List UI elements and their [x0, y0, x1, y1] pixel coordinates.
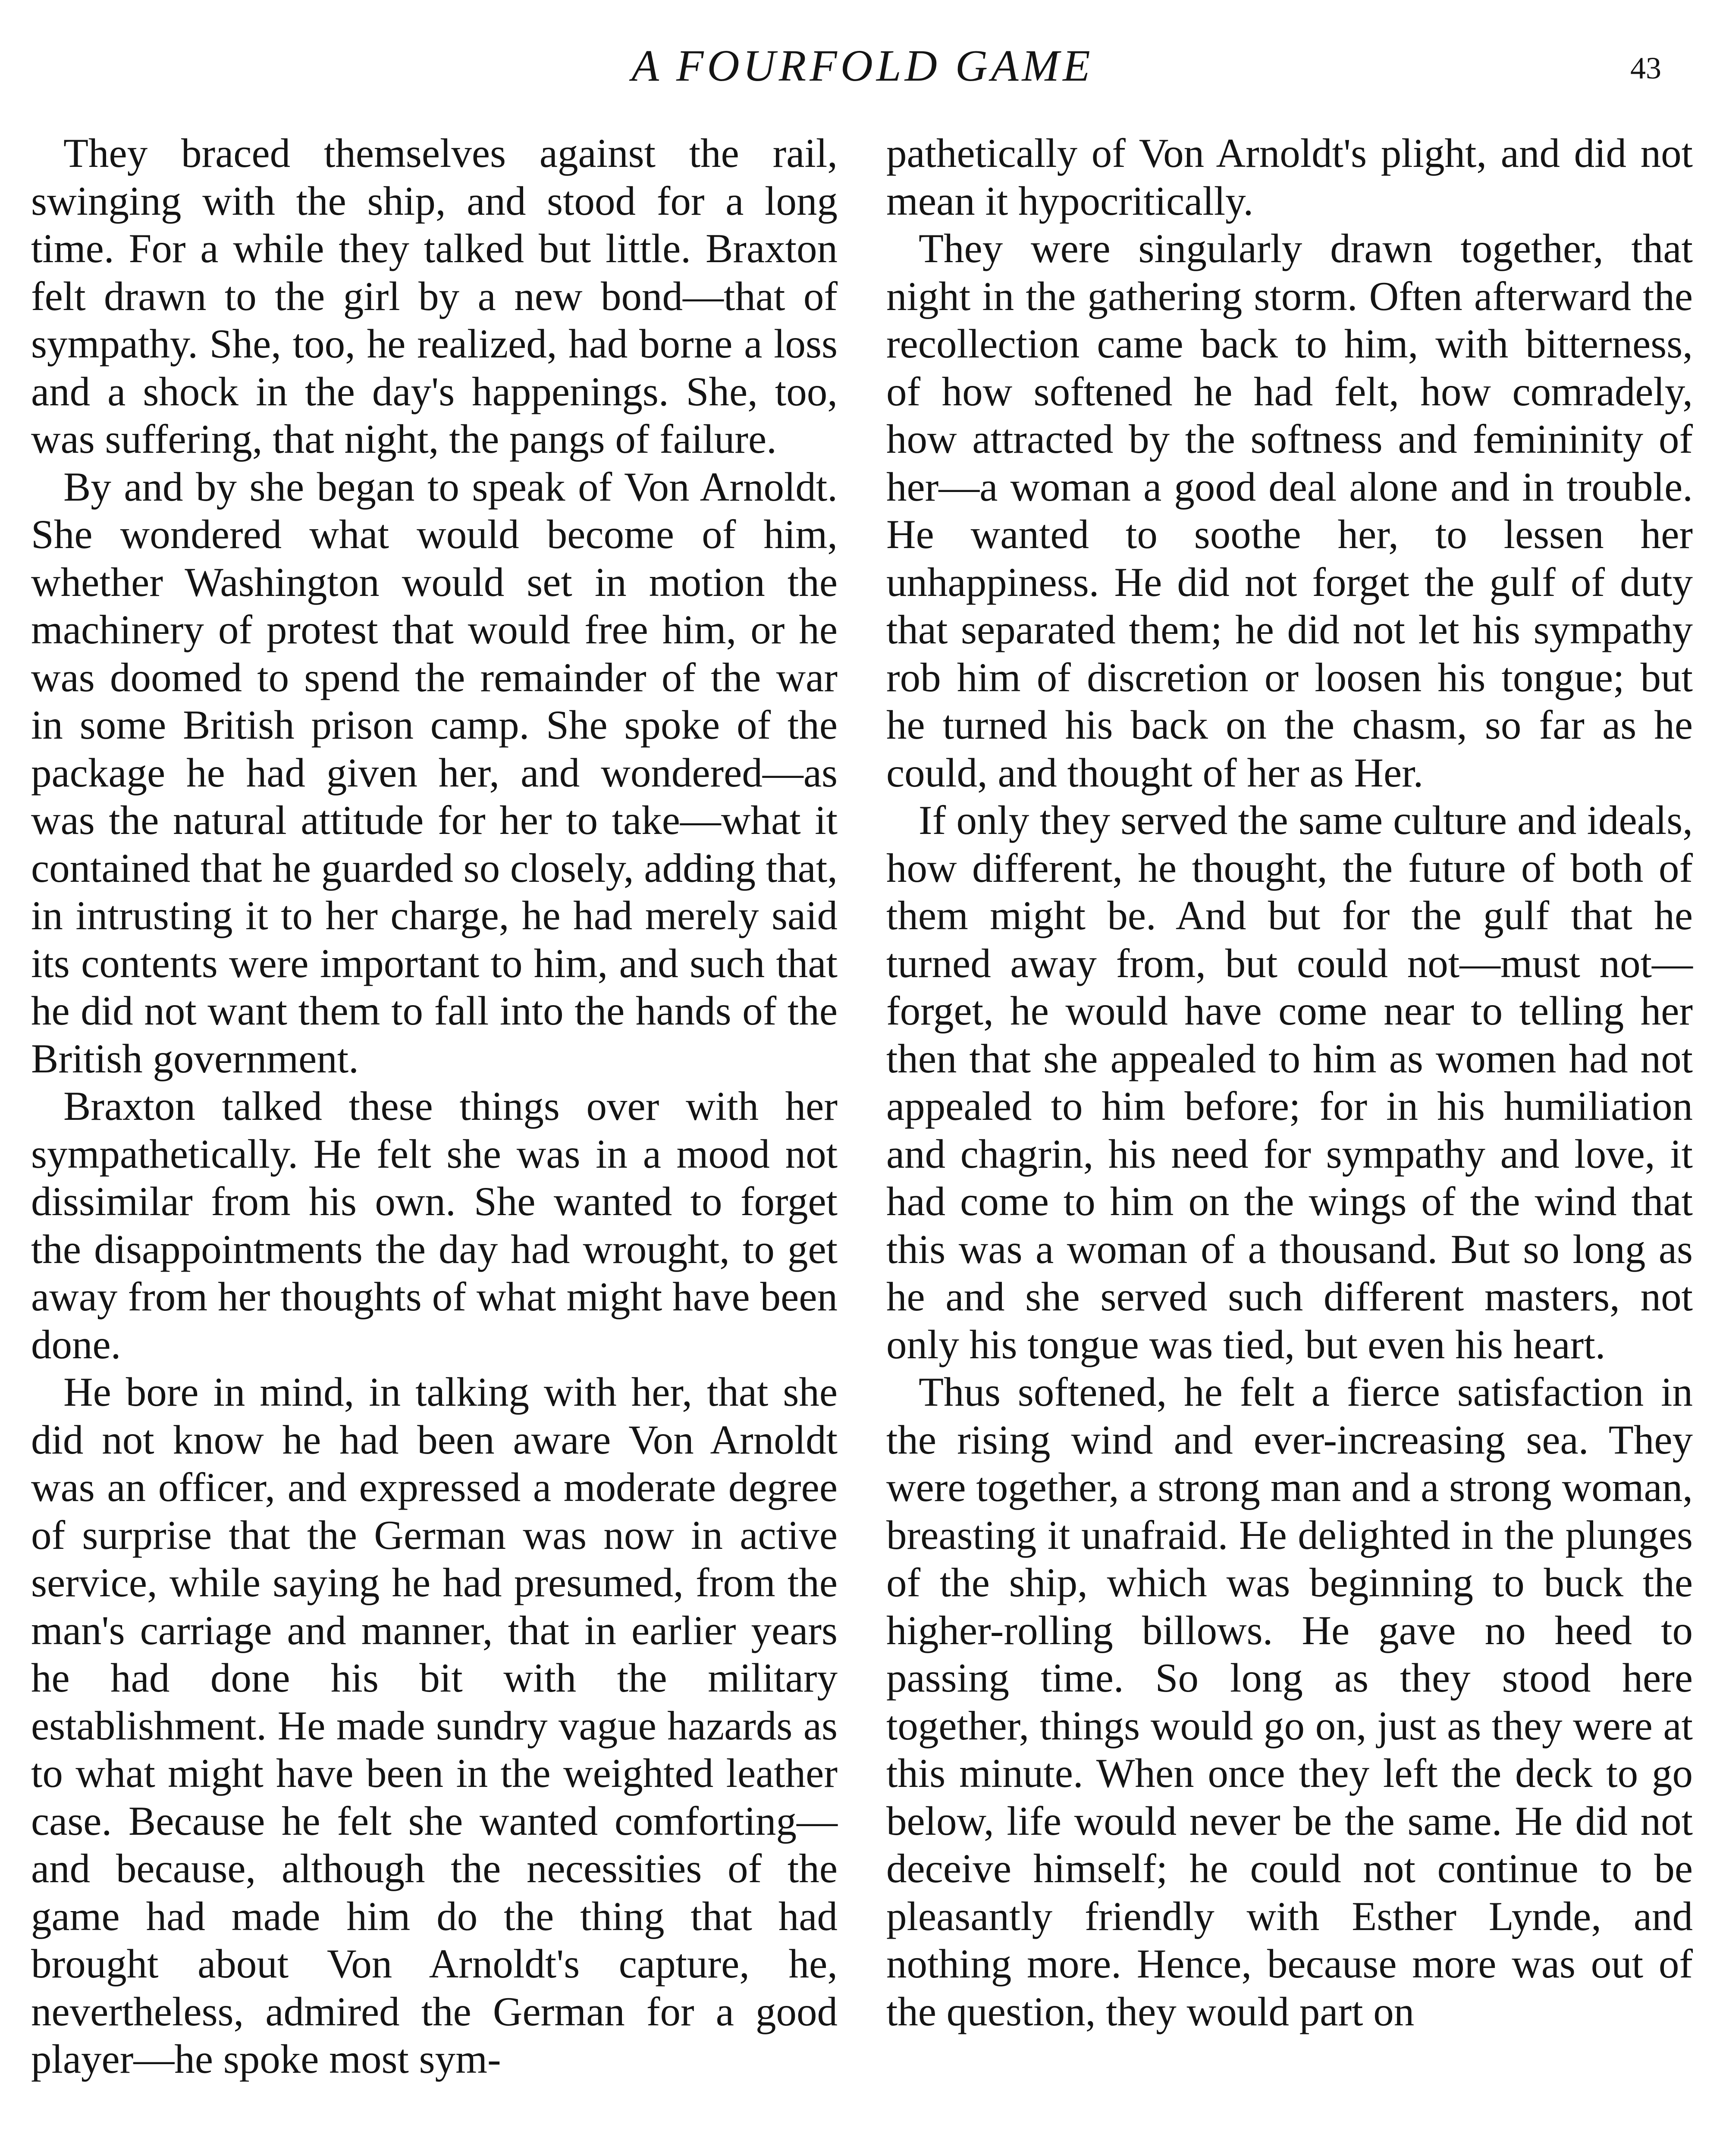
paragraph: If only they served the same culture and ideals, how different, he thought, the future of both of them might be. And but for the gulf that he turned away from, but could not—must not—forget, he would have come near to telling her then that she appealed to him as women had not appealed to him before; for in his humiliation and chagrin, his need for sympathy and love, it had come to him on the wings of the wind that this was a woman of a thousand. But so long as he and she served such different masters, not only his tongue was tied, but even his heart.: [886, 797, 1693, 1367]
page-number: 43: [1630, 51, 1661, 85]
paragraph: Thus softened, he felt a fierce satisfaction in the rising wind and ever-increasing sea. They were together, a strong man and a strong woman, breasting it unafraid. He delighted in the plunges of the ship, which was beginning to buck the higher-rolling billows. He gave no heed to passing time. So long as they stood here together, things would go on, just as they were at this minute. When once they left the deck to go below, life would never be the same. He did not deceive himself; he could not continue to be pleasantly friendly with Esther Lynde, and nothing more. Hence, because more was out of the question, they would part on: [886, 1369, 1693, 2034]
paragraph: He bore in mind, in talking with her, that she did not know he had been aware Von Arnoldt was an officer, and expressed a moderate degree of surprise that the German was now in active service, while saying he had presumed, from the man's carriage and manner, that in earlier years he had done his bit with the military establishment. He made sundry vague hazards as to what might have been in the weighted leather case. Because he felt she wanted comforting—and because, although the necessities of the game had made him do the thing that had brought about Von Arnoldt's capture, he, nevertheless, admired the German for a good player—he spoke most sym-: [31, 1369, 838, 2082]
left-column: [31, 129, 838, 2083]
right-column: [886, 129, 1693, 2035]
paragraph: They were singularly drawn together, that night in the gathering storm. Often afterward the recollection came back to him, with bitterness, of how softened he had felt, how comradely, how attracted by the softness and femininity of her—a woman a good deal alone and in trouble. He wanted to soothe her, to lessen her unhappiness. He did not forget the gulf of duty that separated them; he did not let his sympathy rob him of discretion or loosen his tongue; but he turned his back on the chasm, so far as he could, and thought of her as Her.: [886, 226, 1693, 796]
paragraph: By and by she began to speak of Von Arnoldt. She wondered what would become of him, whether Washington would set in motion the machinery of protest that would free him, or he was doomed to spend the remainder of the war in some British prison camp. She spoke of the package he had given her, and wondered—as was the natural attitude for her to take—what it contained that he guarded so closely, adding that, in intrusting it to her charge, he had merely said its contents were important to him, and such that he did not want them to fall into the hands of the British government.: [31, 464, 838, 1081]
page-header: [0, 38, 1726, 94]
paragraph: They braced themselves against the rail, swinging with the ship, and stood for a long time. For a while they talked but little. Braxton felt drawn to the girl by a new bond—that of sympathy. She, too, he realized, had borne a loss and a shock in the day's happenings. She, too, was suffering, that night, the pangs of failure.: [31, 130, 838, 462]
continued-paragraph: pathetically of Von Arnoldt's plight, and did not mean it hypocritically.: [886, 130, 1693, 224]
paragraph: Braxton talked these things over with her sympathetically. He felt she was in a mood not dissimilar from his own. She wanted to forget the disappointments the day had wrought, to get away from her thoughts of what might have been done.: [31, 1083, 838, 1367]
running-title: A FOURFOLD GAME: [631, 41, 1094, 91]
